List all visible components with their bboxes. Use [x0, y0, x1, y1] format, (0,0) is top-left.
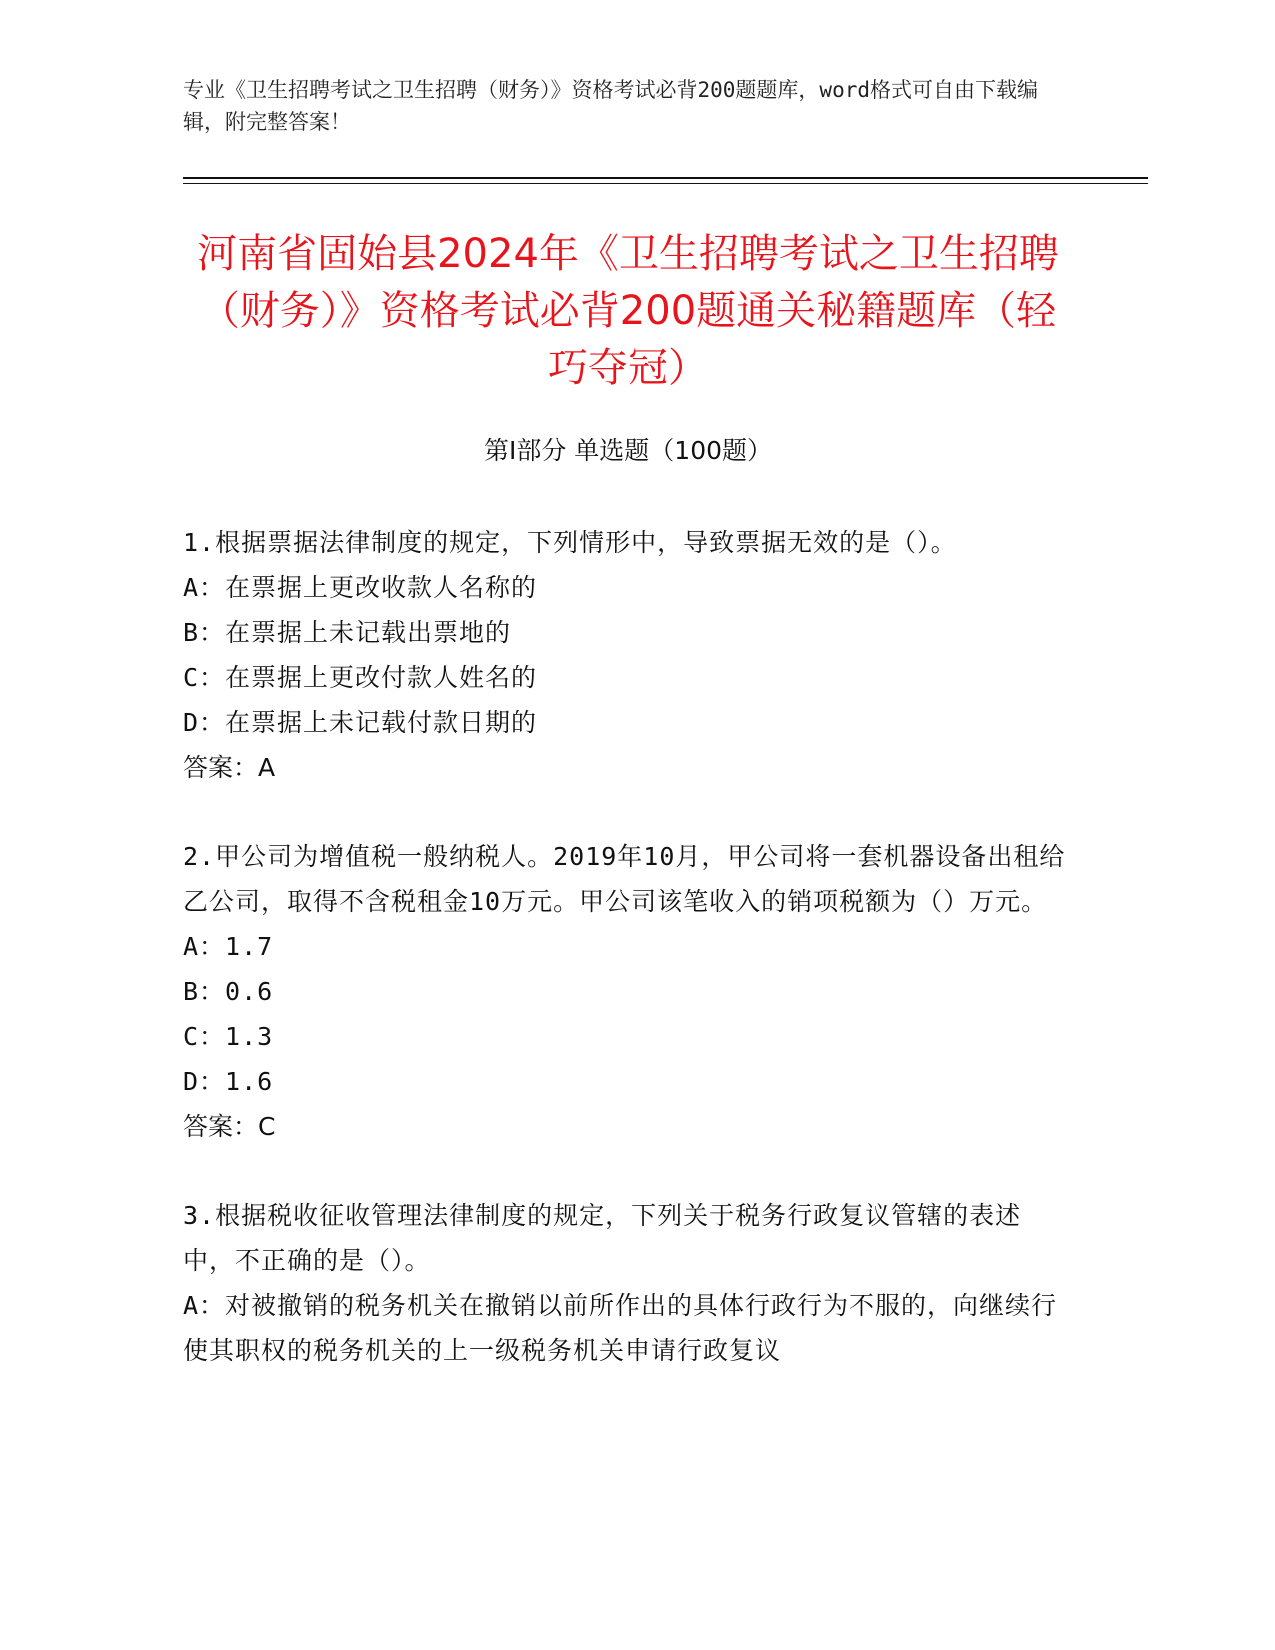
question-list	[183, 520, 1073, 1417]
option-a: A：1.7	[183, 932, 274, 961]
option-a: A：对被撤销的税务机关在撤销以前所作出的具体行政行为不服的，向继续行使其职权的税务机关的上一级税务机关申请行政复议	[183, 1291, 1058, 1365]
question-text: 1.根据票据法律制度的规定，下列情形中，导致票据无效的是（）。	[183, 528, 957, 557]
question-text: 2.甲公司为增值税一般纳税人。2019年10月，甲公司将一套机器设备出租给乙公司，取得不含税租金10万元。甲公司该笔收入的销项税额为（）万元。	[183, 842, 1066, 916]
option-d: D：在票据上未记载付款日期的	[183, 708, 538, 737]
question-1	[183, 520, 1073, 790]
question-text: 3.根据税收征收管理法律制度的规定，下列关于税务行政复议管辖的表述中，不正确的是（）。	[183, 1201, 1022, 1275]
header-note: 专业《卫生招聘考试之卫生招聘（财务）》资格考试必背200题题库，word格式可自由下载编辑，附完整答案！	[183, 78, 1038, 134]
option-b: B：0.6	[183, 977, 274, 1006]
option-a: A：在票据上更改收款人名称的	[183, 573, 538, 602]
answer: 答案：C	[183, 1112, 276, 1141]
answer: 答案：A	[183, 753, 276, 782]
option-d: D：1.6	[183, 1067, 274, 1096]
section-title: 第Ⅰ部分 单选题（100题）	[483, 436, 773, 465]
question-2	[183, 834, 1073, 1149]
option-c: C：在票据上更改付款人姓名的	[183, 663, 538, 692]
question-3	[183, 1193, 1073, 1373]
option-b: B：在票据上未记载出票地的	[183, 618, 512, 647]
header-divider-thick	[183, 177, 1148, 179]
option-c: C：1.3	[183, 1022, 274, 1051]
header-divider-thin	[183, 183, 1148, 184]
document-title: 河南省固始县2024年《卫生招聘考试之卫生招聘（财务）》资格考试必背200题通关秘籍题库（轻巧夺冠）	[197, 231, 1059, 391]
